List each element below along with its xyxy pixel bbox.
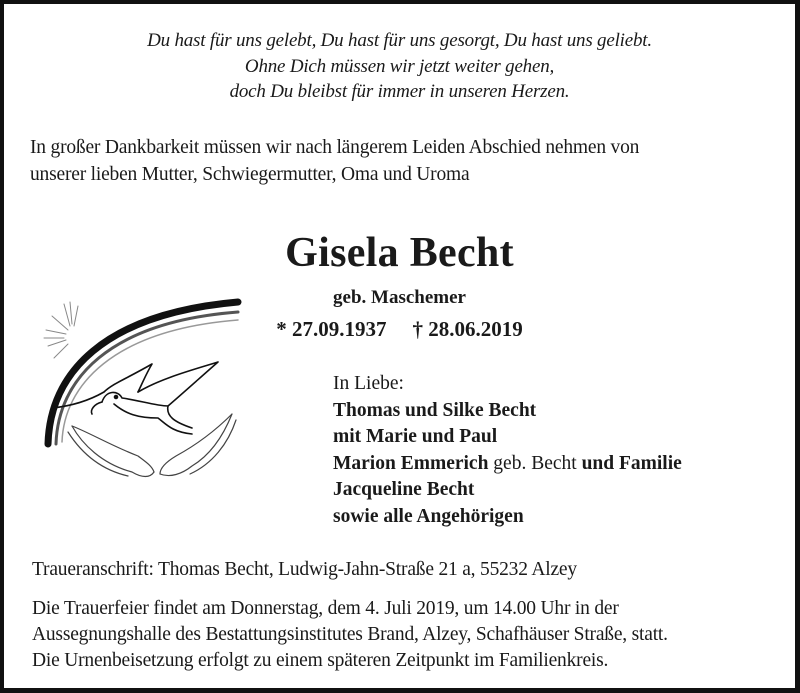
mourners-list: [333, 371, 682, 530]
verse-line: Du hast für uns gelebt, Du hast für uns gesorgt, Du hast uns geliebt.: [147, 30, 652, 51]
mourner-line: Thomas und Silke Becht: [333, 399, 537, 421]
death-date: † 28.06.2019: [412, 317, 523, 341]
ceremony-line: Die Trauerfeier findet am Donnerstag, dem 4. Juli 2019, um 14.00 Uhr in der: [32, 598, 619, 619]
maiden-name: geb. Maschemer: [333, 287, 466, 308]
mourner-line: Jacqueline Becht: [333, 479, 475, 500]
verse-line: doch Du bleibst für immer in unseren Herzen.: [229, 81, 570, 102]
intro-line: unserer lieben Mutter, Schwiegermutter, Oma und Uroma: [30, 164, 470, 185]
signers-heading: In Liebe:: [333, 373, 404, 394]
ceremony-line: Die Urnenbeisetzung erfolgt zu einem späteren Zeitpunkt im Familienkreis.: [32, 650, 609, 671]
ceremony-details: [32, 596, 668, 674]
mourner-maiden: geb. Becht: [488, 452, 582, 474]
verse-line: Ohne Dich müssen wir jetzt weiter gehen,: [244, 55, 555, 77]
memorial-verse: [4, 28, 795, 105]
mourner-name: Marion Emmerich: [333, 452, 489, 474]
mourning-address: Traueranschrift: Thomas Becht, Ludwig-Jahn-Straße 21 a, 55232 Alzey: [32, 559, 577, 580]
birth-date: * 27.09.1937: [276, 317, 387, 341]
mourner-line: sowie alle Angehörigen: [333, 505, 524, 527]
mourner-family: und Familie: [581, 452, 682, 474]
intro-line: In großer Dankbarkeit müssen wir nach längerem Leiden Abschied nehmen von: [30, 137, 640, 158]
ceremony-line: Aussegnungshalle des Bestattungsinstitutes Brand, Alzey, Schafhäuser Straße, statt.: [32, 624, 668, 645]
intro-text: [30, 134, 790, 188]
mourner-line: [333, 451, 682, 478]
dove-rainbow-hands-icon: [42, 294, 242, 494]
deceased-name: Gisela Becht: [285, 230, 514, 276]
mourner-line: mit Marie und Paul: [333, 426, 498, 447]
